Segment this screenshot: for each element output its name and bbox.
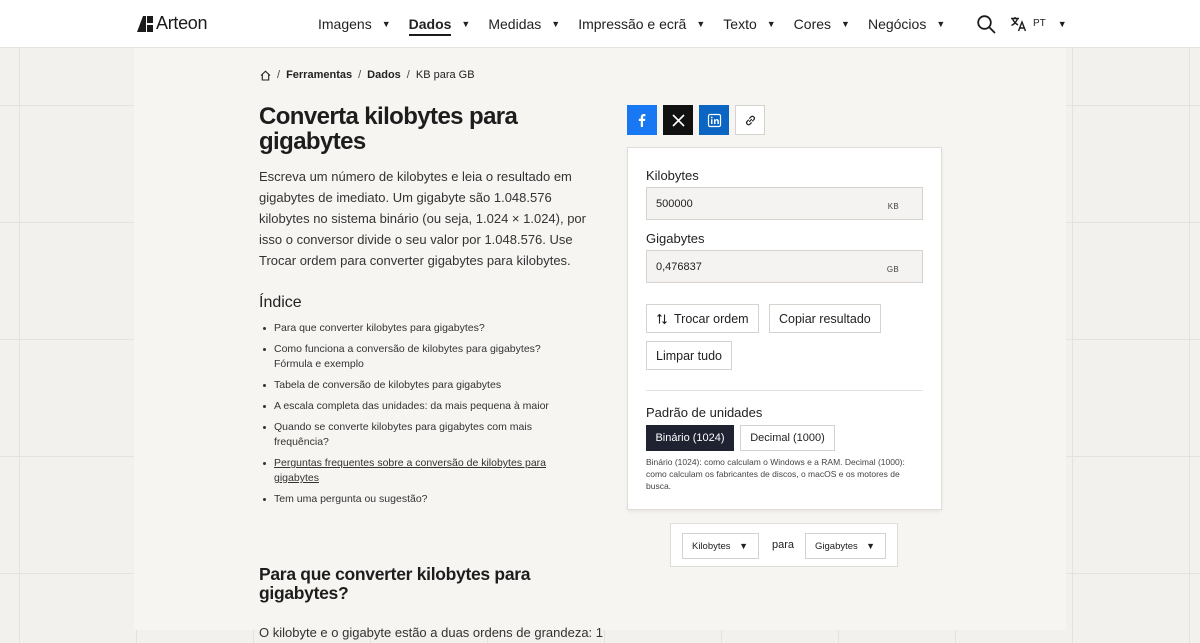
swap-order-button[interactable] [646,304,759,333]
x-icon [672,114,685,127]
nav-item-medidas[interactable] [488,0,560,48]
toc-item[interactable] [274,378,564,393]
toc-link[interactable]: Para que converter kilobytes para gigabytes? [274,322,485,334]
share-bar [627,105,765,135]
table-of-contents [274,321,564,513]
share-linkedin-button[interactable] [699,105,729,135]
divider [646,390,923,391]
clear-all-button[interactable] [646,341,732,370]
nav-label: Dados [408,16,452,32]
caret-down-icon: ▼ [766,19,776,29]
from-unit-select[interactable] [682,533,759,559]
toc-link[interactable]: Perguntas frequentes sobre a conversão de kilobytes para gigabytes [274,457,547,484]
unit-standard-note: Binário (1024): como calculam o Windows e a RAM. Decimal (1000): como calculam os fabricantes de discos, o macOS e os motores de busca. [646,457,905,491]
swap-arrows-icon [656,313,668,325]
toc-title: Índice [259,294,302,311]
main-nav [318,0,963,48]
picker-connector: para [772,539,795,551]
gigabytes-input[interactable] [646,250,923,283]
nav-item-imagens[interactable] [318,0,391,48]
toc-link[interactable]: Tabela de conversão de kilobytes para gigabytes [274,379,502,391]
caret-down-icon: ▼ [551,19,561,29]
kilobytes-unit: KB [887,202,899,211]
facebook-icon [635,113,649,127]
nav-item-cores[interactable] [794,0,850,48]
unit-picker [670,523,898,567]
decimal-standard-toggle[interactable]: Decimal (1000) [740,425,835,451]
link-icon [744,114,757,127]
breadcrumb-separator: / [277,69,281,81]
toc-link[interactable]: Tem uma pergunta ou sugestão? [274,493,428,505]
caret-down-icon: ▼ [1057,18,1067,29]
top-navigation-bar [0,0,1200,48]
share-x-button[interactable] [663,105,693,135]
brand-logo[interactable] [137,13,207,34]
nav-item-impressao[interactable] [578,0,705,48]
caret-down-icon: ▼ [739,541,748,551]
caret-down-icon: ▼ [841,19,850,29]
to-unit-select[interactable] [805,533,886,559]
caret-down-icon: ▼ [866,541,875,551]
breadcrumb-item-ferramentas[interactable]: Ferramentas [286,69,353,81]
binary-standard-toggle[interactable]: Binário (1024) [646,425,734,451]
caret-down-icon: ▼ [381,19,391,29]
nav-item-negocios[interactable] [868,0,945,48]
kilobytes-label: Kilobytes [646,168,699,183]
share-facebook-button[interactable] [627,105,657,135]
search-icon [976,14,996,34]
translate-icon [1010,15,1027,32]
kilobytes-value: 500000 [656,198,693,210]
clear-all-label: Limpar tudo [656,348,723,363]
language-label: PT [1033,18,1046,29]
gigabytes-label: Gigabytes [646,231,705,246]
section-text: O kilobyte e o gigabyte estão a duas ordens de grandeza: 1 [259,625,604,640]
toc-link[interactable]: Como funciona a conversão de kilobytes para gigabytes? Fórmula e exemplo [274,343,541,370]
breadcrumb-current: KB para GB [415,69,475,81]
logo-mark-icon [137,16,153,32]
breadcrumb [260,69,475,81]
toc-item[interactable] [274,399,564,414]
swap-order-label: Trocar ordem [674,311,749,326]
caret-down-icon: ▼ [461,19,471,29]
nav-label: Negócios [867,16,927,32]
brand-name: Arteon [156,13,208,33]
home-icon[interactable] [260,70,271,81]
page-title: Converta kilobytes para gigabytes [259,103,518,155]
copy-result-button[interactable] [769,304,881,333]
nav-item-dados[interactable] [409,0,471,48]
toc-link[interactable]: A escala completa das unidades: da mais pequena à maior [274,400,549,412]
copy-result-label: Copiar resultado [779,311,871,326]
nav-label: Texto [723,16,757,32]
toc-item[interactable] [274,342,564,372]
nav-item-texto[interactable] [723,0,775,48]
toc-link[interactable]: Quando se converte kilobytes para gigabytes com mais frequência? [274,421,532,448]
to-unit-value: Gigabytes [815,540,858,552]
language-switcher[interactable] [1010,15,1067,32]
toc-item[interactable] [274,492,564,507]
nav-label: Imagens [318,16,372,32]
breadcrumb-separator: / [358,69,362,81]
linkedin-icon [708,114,721,127]
nav-label: Impressão e ecrã [578,16,687,32]
caret-down-icon: ▼ [936,19,946,29]
converter-card [627,147,942,510]
from-unit-value: Kilobytes [692,540,731,552]
toc-item[interactable] [274,321,564,336]
unit-standard-label: Padrão de unidades [646,405,763,420]
gigabytes-value: 0,476837 [656,261,702,273]
section-title: Para que converter kilobytes para gigabytes? [259,564,531,603]
breadcrumb-item-dados[interactable]: Dados [367,69,401,81]
nav-label: Cores [793,16,832,32]
copy-link-button[interactable] [735,105,765,135]
search-button[interactable] [976,14,996,34]
kilobytes-input[interactable] [646,187,923,220]
intro-text: Escreva um número de kilobytes e leia o resultado em gigabytes de imediato. Um gigabyte são 1.048.576 kilobytes no sistema binário (ou seja, 1.024 × 1.024), por isso o conversor divide o seu valor por 1.048.576. Use Trocar ordem para converter gigabytes para kilobytes. [259,169,586,268]
toc-item[interactable] [274,456,564,486]
breadcrumb-separator: / [406,69,410,81]
caret-down-icon: ▼ [696,19,706,29]
toc-item[interactable] [274,420,564,450]
gigabytes-unit: GB [886,265,899,274]
nav-label: Medidas [488,16,542,32]
